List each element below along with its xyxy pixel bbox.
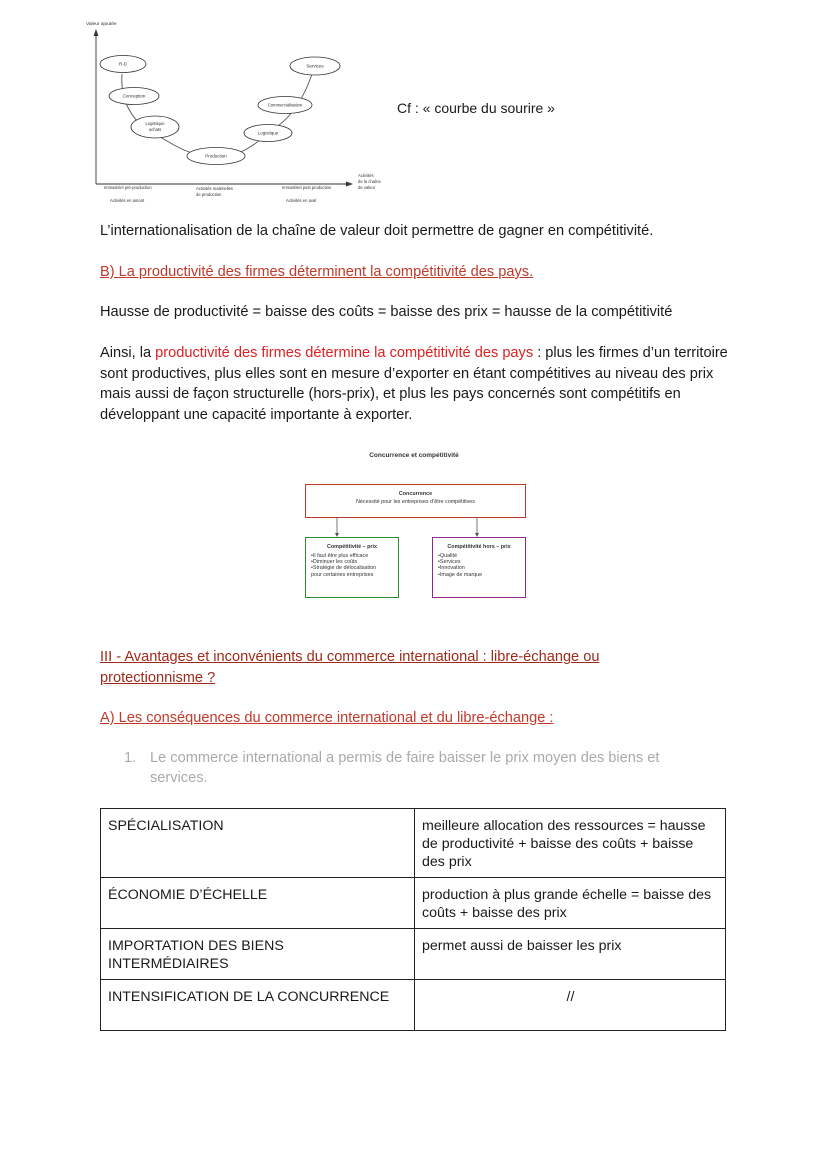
table-cell-left: IMPORTATION DES BIENS INTERMÉDIAIRES — [101, 929, 415, 980]
p-ainsi-before: Ainsi, la — [100, 345, 156, 361]
svg-text:Production: Production — [205, 153, 227, 159]
consequences-table — [100, 808, 726, 1031]
prix-item: •Il faut être plus efficace — [311, 552, 369, 559]
competitivite-prix-title: Compétitivité – prix — [326, 544, 378, 550]
section-iii-title: III - Avantages et inconvénients du commerce international : libre-échange ou protectionnisme ? — [100, 649, 600, 686]
label-materielles-1: Activités matérielles — [196, 186, 234, 191]
prix-item: •Stratégie de délocalisation — [311, 565, 377, 572]
p-ainsi-after: : plus les firmes d’un territoire sont productives, plus elles sont en mesure d’exporter en étant compétitives au niveau des prix mais aussi de façon structurelle (hors-prix), et plus les pays concernés sont compétitifs en développant une capacité importante à exporter. — [100, 345, 728, 423]
table-row — [101, 878, 726, 929]
table-cell-right: permet aussi de baisser les prix — [415, 929, 726, 980]
svg-text:achats: achats — [148, 127, 162, 132]
table-cell-right: production à plus grande échelle = baisse des coûts + baisse des prix — [415, 878, 726, 929]
competitivite-hors-prix-box — [432, 537, 526, 598]
label-materielles-2: de production — [196, 192, 222, 197]
table-cell-left: INTENSIFICATION DE LA CONCURRENCE — [101, 980, 415, 1031]
smile-curve-diagram — [80, 14, 400, 214]
hors-prix-item: •Qualité — [438, 552, 457, 559]
hors-prix-item: •Services — [438, 559, 461, 565]
x-axis-label-3: de valeur — [358, 185, 376, 190]
hors-prix-item: •Image de marque — [438, 571, 483, 578]
label-post-production: Immatériel post production — [282, 185, 332, 190]
svg-text:Logistique: Logistique — [257, 130, 279, 136]
concurrence-diagram-title: Concurrence et compétitivité — [369, 452, 459, 459]
table-row — [101, 980, 726, 1031]
x-axis-label-2: de la chaîne — [358, 179, 381, 184]
x-axis-label-1: Activités — [358, 173, 374, 178]
table-cell-right: meilleure allocation des ressources = hausse de productivité + baisse des coûts + baisse des prix — [415, 809, 726, 878]
svg-text:Services: Services — [306, 63, 324, 69]
concurrence-box-subtitle: Nécessité pour les entreprises d’être compétitives — [356, 498, 475, 505]
list-item-number: 1. — [124, 750, 137, 766]
competitivite-prix-box — [305, 537, 399, 598]
svg-text:Logistique: Logistique — [145, 121, 165, 126]
table-cell-left: SPÉCIALISATION — [101, 809, 415, 878]
table-row — [101, 929, 726, 980]
cf-note: Cf : « courbe du sourire » — [397, 100, 555, 116]
section-a-title: A) Les conséquences du commerce international et du libre-échange : — [100, 710, 554, 726]
p-internationalisation: L’internationalisation de la chaîne de valeur doit permettre de gagner en compétitivité. — [100, 223, 654, 239]
svg-text:Conception: Conception — [122, 93, 146, 99]
list-item-text: Le commerce international a permis de faire baisser le prix moyen des biens et services. — [150, 750, 660, 786]
concurrence-box — [305, 484, 526, 518]
table-cell-right: // — [415, 980, 726, 1031]
label-pre-production: Immatériel pré-production — [104, 185, 152, 190]
svg-text:R-D: R-D — [119, 61, 127, 67]
prix-item: pour certaines entreprises — [311, 571, 374, 578]
p-ainsi — [100, 343, 740, 425]
section-b-title: B) La productivité des firmes déterminent la compétitivité des pays. — [100, 264, 534, 280]
concurrence-box-title: Concurrence — [398, 491, 433, 497]
y-axis-label: Valeur ajoutée — [86, 22, 117, 27]
table-cell-left: ÉCONOMIE D’ÉCHELLE — [101, 878, 415, 929]
table-row — [101, 809, 726, 878]
prix-item: •Diminuer les coûts — [311, 559, 358, 565]
svg-text:Commercialisation: Commercialisation — [267, 102, 303, 108]
hors-prix-item: •Innovation — [438, 565, 465, 572]
p-ainsi-highlight: productivité des firmes détermine la compétitivité des pays — [155, 345, 534, 361]
label-aval: Activités en aval — [286, 198, 317, 203]
label-amont: Activités en amont — [110, 198, 145, 203]
competitivite-hors-prix-title: Compétitivité hors – prix — [447, 544, 511, 550]
p-hausse: Hausse de productivité = baisse des coûts = baisse des prix = hausse de la compétitivité — [100, 304, 673, 320]
